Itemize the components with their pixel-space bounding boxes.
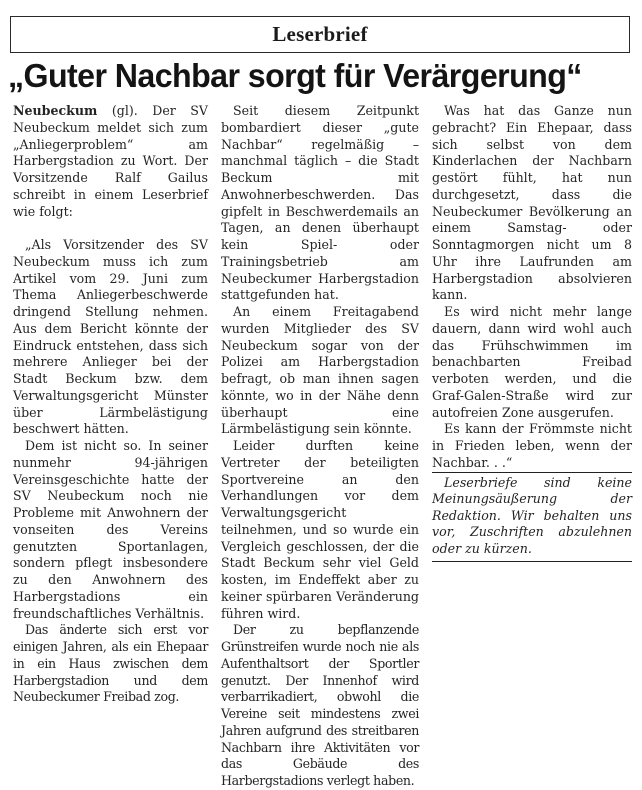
article-column-3 [432, 103, 632, 562]
paragraph: Dem ist nicht so. In seiner nunmehr 94-jährigen Vereinsgeschichte hatte der SV Neubeckum noch nie Probleme mit Anwohnern der vonseiten des Vereins genutzten Sportanlagen, sondern pflegt insbesondere zu den Anwohnern des Harbergstadions ein freundschaftliches Verhältnis. [13, 438, 208, 621]
paragraph: Was hat das Ganze nun gebracht? Ein Ehepaar, dass sich selbst von dem Kinderlachen der Nachbarn gestört fühlt, hat nun durchgesetzt, dass die Neubeckumer Bevölkerung an einem Samstag- oder Sonntagmorgen nicht um 8 Uhr ihre Laufrunden am Harbergstadion absolvieren kann. [432, 103, 632, 303]
paragraph: An einem Freitagabend wurden Mitglieder des SV Neubeckum sogar von der Polizei am Harbergstadion befragt, ob man ihnen sagen könnte, wo in der Nähe denn überhaupt eine Lärmbelästigung sein könnte. [221, 304, 419, 437]
paragraph: Der zu bepflanzende Grünstreifen wurde noch nie als Aufenthaltsort der Sportler genutzt. Der Innenhof wird verbarrikadiert, obwohl die Vereine seit mindestens zwei Jahren aufgrund des streitbaren Nachbarn ihre Aktivitäten vor das Gebäude des Harbergstadions verlegt haben. [221, 622, 419, 788]
paragraph: „Als Vorsitzender des SV Neubeckum muss ich zum Artikel vom 29. Juni zum Thema Anliegerbeschwerde dringend Stellung nehmen. Aus dem Bericht könnte der Eindruck entstehen, dass sich mehrere Anlieger bei der Stadt Beckum bzw. dem Verwaltungsgericht Münster über Lärmbelästigung beschwert hätten. [13, 237, 208, 437]
editorial-disclaimer: Leserbriefe sind keine Meinungsäußerung der Redaktion. Wir behalten uns vor, Zuschriften abzulehnen oder zu kürzen. [432, 472, 632, 563]
paragraph: Das änderte sich erst vor einigen Jahren, als ein Ehepaar in ein Haus zwischen dem Harbergstadion und dem Neubeckumer Freibad zog. [13, 622, 208, 705]
section-label-box [10, 16, 630, 53]
paragraph: Seit diesem Zeitpunkt bombardiert dieser „gute Nachbar“ regelmäßig – manchmal täglich – die Stadt Beckum mit Anwohnerbeschwerden. Das gipfelt in Beschwerdemails an Tagen, an denen überhaupt kein Spiel- oder Trainingsbetrieb am Neubeckumer Harbergstadion stattgefunden hat. [221, 103, 419, 303]
article-column-2 [221, 103, 419, 790]
article-column-1 [13, 103, 208, 706]
dateline: Neubeckum [13, 103, 98, 118]
headline: „Guter Nachbar sorgt für Verärgerung“ [8, 58, 582, 95]
paragraph: Leider durften keine Vertreter der beteiligten Sportvereine an den Verhandlungen vor dem Verwaltungsgericht teilnehmen, und so wurde ein Vergleich geschlossen, der die Stadt Beckum sehr viel Geld kosten, im Endeffekt aber zu keiner spürbaren Veränderung führen wird. [221, 438, 419, 621]
section-label: Leserbrief [272, 22, 368, 46]
paragraph: Es kann der Frömmste nicht in Frieden leben, wenn der Nachbar. . .“ [432, 421, 632, 470]
paragraph: Es wird nicht mehr lange dauern, dann wird wohl auch das Frühschwimmen im benachbarten Freibad verboten werden, und die Graf-Galen-Straße wird zur autofreien Zone ausgerufen. [432, 304, 632, 420]
intro-text: (gl). Der SV Neubeckum meldet sich zum „Anliegerproblem“ am Harbergstadion zu Wort. Der Vorsitzende Ralf Gailus schreibt in einem Leserbrief wie folgt: [13, 103, 208, 219]
article-intro [13, 103, 208, 220]
